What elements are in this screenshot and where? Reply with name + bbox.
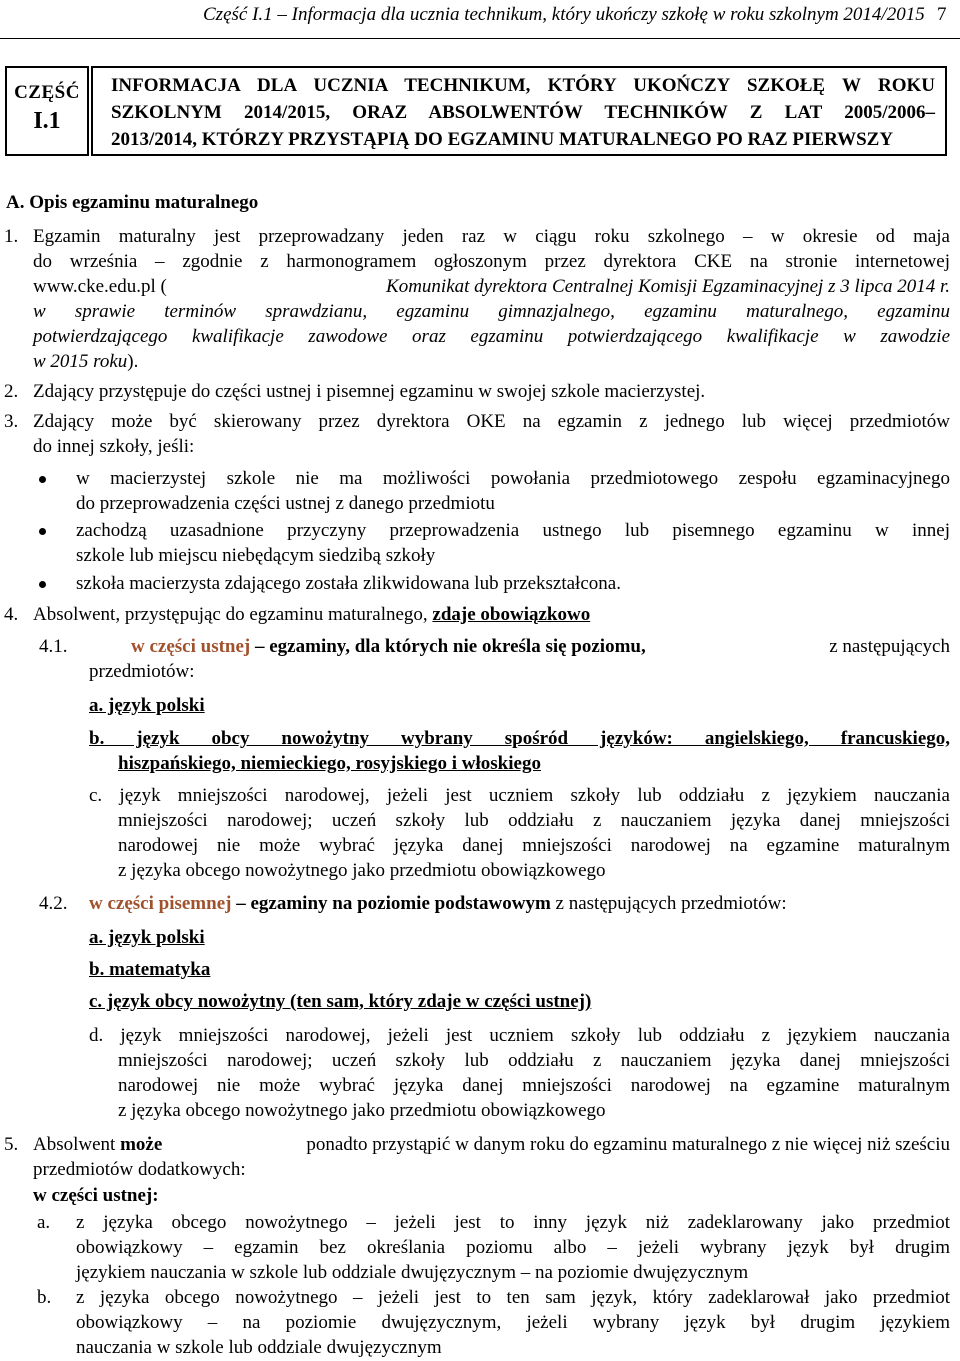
item-4-mandatory: zdaje obowiązkowo <box>432 604 591 625</box>
item-5-a-line-3: językiem nauczania w szkole lub oddziale dwujęzycznym – na poziomie dwujęzycznym <box>76 1262 749 1283</box>
item-3-bullet-1-line-1: w macierzystej szkole nie ma możliwości powołania przedmiotowego zespołu egzaminacyjnego <box>76 468 950 489</box>
item-1-line-3 <box>33 274 950 299</box>
header-rule <box>0 38 960 39</box>
subitem-4-1-number: 4.1. <box>39 636 68 657</box>
item-5-may: może <box>120 1134 163 1155</box>
item-1-year: w 2015 roku <box>33 351 128 372</box>
oral-subject-a-text: a. język polski <box>89 695 205 716</box>
item-2-text: Zdający przystępuje do części ustnej i pisemnej egzaminu w swojej szkole macierzystej. <box>33 381 706 402</box>
item-5-b-line-2: obowiązkowy – na poziomie dwujęzycznym, jeżeli wybrany język był drugim językiem <box>76 1312 950 1333</box>
announcement-title: Komunikat dyrektora Centralnej Komisji Egzaminacyjnej z 3 lipca 2014 r. <box>386 276 950 297</box>
item-4-text <box>33 602 590 627</box>
item-1-line-2: do września – zgodnie z harmonogramem ogłoszonym przez dyrektora CKE na stronie internetowej <box>33 251 950 272</box>
subitem-4-1-line-1 <box>89 634 950 659</box>
subitem-4-2-line-1 <box>89 891 787 916</box>
cke-website: www.cke.edu.pl ( <box>33 276 167 297</box>
oral-part-desc: – egzaminy, dla których nie określa się poziomu, <box>250 636 646 657</box>
item-5-b-line-1: z języka obcego nowożytnego – jeżeli jest to ten sam język, który zadeklarował jako przedmiot <box>76 1287 950 1308</box>
oral-subject-c-line-3: narodowej nie może wybrać języka danej mniejszości narodowej na egzamine maturalnym <box>118 835 950 856</box>
item-5-text-c: ponadto przystąpić w danym roku do egzaminu maturalnego z nie więcej niż sześciu <box>306 1134 950 1155</box>
written-subject-a: a. język polski <box>89 927 205 948</box>
part-title-line-3: 2013/2014, KTÓRZY PRZYSTĄPIĄ DO EGZAMINU MATURALNEGO PO RAZ PIERWSZY <box>111 129 894 150</box>
oral-subject-c-line-1: c. język mniejszości narodowej, jeżeli jest uczniem szkoły lub oddziału z językiem nauczania <box>89 785 950 806</box>
part-title-line-1: INFORMACJA DLA UCZNIA TECHNIKUM, KTÓRY UKOŃCZY SZKOŁĘ W ROKU <box>111 75 935 96</box>
item-1-number: 1. <box>4 226 19 247</box>
item-5-a-line-2: obowiązkowy – egzamin bez określania poziomu albo – jeżeli wybrany język był drugim <box>76 1237 950 1258</box>
item-3-line-2: do innej szkoły, jeśli: <box>33 436 195 457</box>
written-subject-d-line-2: mniejszości narodowej; uczeń szkoły lub oddziału z nauczaniem języka danej mniejszości <box>118 1050 950 1071</box>
written-part-tail: z następujących przedmiotów: <box>550 893 787 914</box>
written-subject-d-line-4: z języka obcego nowożytnego jako przedmiotu obowiązkowego <box>118 1100 606 1121</box>
written-part-label: w części pisemnej <box>89 893 232 914</box>
part-number: I.1 <box>33 108 61 134</box>
item-1-line-5: potwierdzającego kwalifikacje zawodowe oraz egzaminu potwierdzającego kwalifikacje w zawodzie <box>33 326 950 347</box>
part-banner <box>5 66 943 154</box>
item-5-b-line-3: nauczania w szkole lub oddziale dwujęzycznym <box>76 1337 442 1358</box>
section-heading: A. Opis egzaminu maturalnego <box>6 192 259 213</box>
part-title-box <box>91 66 947 156</box>
item-3-number: 3. <box>4 411 19 432</box>
part-label-box <box>5 66 89 156</box>
item-4-text-a: Absolwent, przystępując do egzaminu maturalnego, <box>33 604 433 625</box>
oral-subject-c-line-4: z języka obcego nowożytnego jako przedmiotu obowiązkowego <box>118 860 606 881</box>
item-5-text-a: Absolwent <box>33 1134 121 1155</box>
item-1-line-1: Egzamin maturalny jest przeprowadzany jeden raz w ciągu roku szkolnego – w okresie od maja <box>33 226 950 247</box>
item-1-end: ). <box>127 351 139 372</box>
written-subject-d-line-1: d. język mniejszości narodowej, jeżeli jest uczniem szkoły lub oddziału z językiem nauczania <box>89 1025 950 1046</box>
written-part-desc: – egzaminy na poziomie podstawowym <box>231 893 551 914</box>
subitem-4-2-number: 4.2. <box>39 893 68 914</box>
running-title: Część I.1 – Informacja dla ucznia technikum, który ukończy szkołę w roku szkolnym 2014/2015 <box>203 4 925 25</box>
item-5-line-1 <box>33 1132 950 1157</box>
item-4-number: 4. <box>4 604 19 625</box>
part-label: CZĘŚĆ <box>14 82 80 103</box>
item-5-oral-heading: w części ustnej: <box>33 1185 159 1206</box>
item-5-number: 5. <box>4 1134 19 1155</box>
part-title <box>111 72 935 153</box>
item-1-line-4: w sprawie terminów sprawdzianu, egzaminu gimnazjalnego, egzaminu maturalnego, egzaminu <box>33 301 950 322</box>
item-5-a-label: a. <box>37 1212 51 1233</box>
item-3-bullet-1-line-2: do przeprowadzenia części ustnej z danego przedmiotu <box>76 493 495 514</box>
page-number: 7 <box>937 4 947 25</box>
item-5-b-label: b. <box>37 1287 52 1308</box>
oral-subject-a <box>89 693 205 718</box>
item-3-bullet-2-line-2: szkole lub miejscu niebędącym siedzibą szkoły <box>76 545 436 566</box>
item-2-number: 2. <box>4 381 19 402</box>
bullet-icon <box>39 528 46 535</box>
item-1-line-6 <box>33 349 138 374</box>
item-5-a-line-1: z języka obcego nowożytnego – jeżeli jest to inny język niż zadeklarowany jako przedmiot <box>76 1212 950 1233</box>
oral-subject-b-line-2: hiszpańskiego, niemieckiego, rosyjskiego i włoskiego <box>118 753 541 774</box>
written-subject-b: b. matematyka <box>89 959 211 980</box>
subitem-4-1-line-2: przedmiotów: <box>89 661 195 682</box>
oral-part-label: w części ustnej <box>131 636 251 657</box>
item-3-bullet-2-line-1: zachodzą uzasadnione przyczyny przeprowadzenia ustnego lub pisemnego egzaminu w innej <box>76 520 950 541</box>
oral-subject-b-line-1: b. język obcy nowożytny wybrany spośród języków: angielskiego, francuskiego, <box>89 728 950 749</box>
item-3-bullet-3: szkoła macierzysta zdającego została zlikwidowana lub przekształcona. <box>76 573 621 594</box>
item-5-line-2: przedmiotów dodatkowych: <box>33 1159 246 1180</box>
part-title-line-2: SZKOLNYM 2014/2015, ORAZ ABSOLWENTÓW TECHNIKÓW Z LAT 2005/2006– <box>111 102 935 123</box>
oral-subject-c-line-2: mniejszości narodowej; uczeń szkoły lub oddziału z nauczaniem języka danej mniejszości <box>118 810 950 831</box>
bullet-icon <box>39 581 46 588</box>
oral-part-tail: z następujących <box>829 636 950 657</box>
running-header <box>0 4 960 28</box>
written-subject-d-line-3: narodowej nie może wybrać języka danej mniejszości narodowej na egzamine maturalnym <box>118 1075 950 1096</box>
item-3-line-1: Zdający może być skierowany przez dyrektora OKE na egzamin z jednego lub więcej przedmiotów <box>33 411 950 432</box>
written-subject-c: c. język obcy nowożytny (ten sam, który zdaje w części ustnej) <box>89 991 592 1012</box>
bullet-icon <box>39 476 46 483</box>
